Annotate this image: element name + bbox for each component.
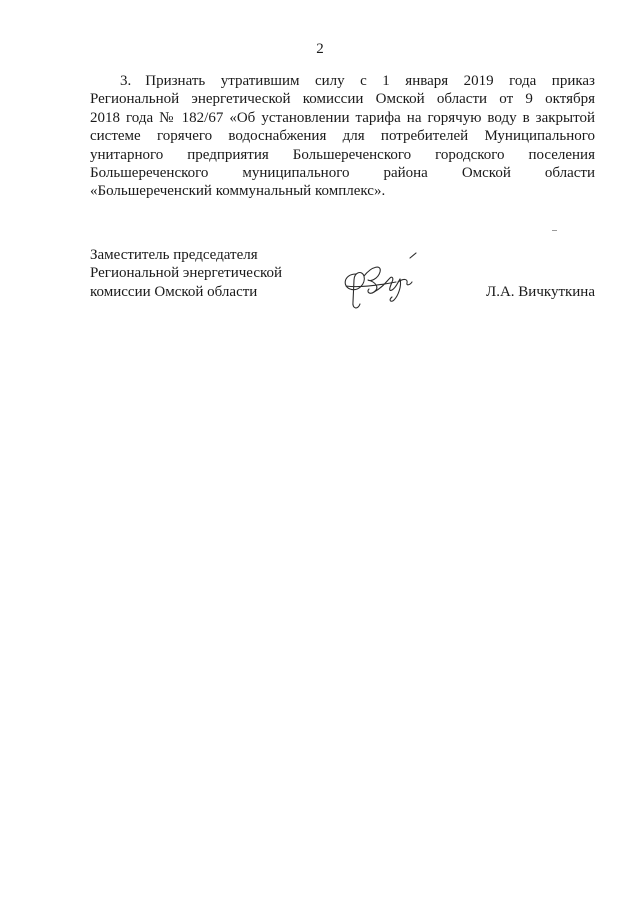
clause-line-7: «Большереченский коммунальный комплекс». (90, 183, 386, 200)
clause-paragraph (90, 72, 595, 201)
clause-line-3: 2018 года № 182/67 «Об установлении тарифа на горячую воду в закрытой (90, 109, 595, 126)
clause-line-5: унитарного предприятия Большереченского городского поселения (90, 146, 595, 163)
handwritten-signature (336, 252, 428, 314)
clause-number: 3. (120, 73, 132, 89)
signer-title-line-1: Заместитель председателя (90, 247, 258, 263)
clause-line-6: Большереченского муниципального района Омской области (90, 164, 595, 181)
clause-line-2: Региональной энергетической комиссии Омской области от 9 октября (90, 91, 595, 108)
scan-speck (552, 230, 557, 231)
signer-title-block (90, 246, 320, 301)
clause-line-1-text: Признать утратившим силу с 1 января 2019 года приказ (145, 73, 595, 89)
page-number: 2 (316, 41, 324, 57)
clause-line-4: системе горячего водоснабжения для потребителей Муниципального (90, 128, 595, 145)
signer-title-line-2: Региональной энергетической (90, 265, 283, 282)
clause-line-1 (90, 72, 595, 90)
signer-title-line-3: комиссии Омской области (90, 283, 258, 300)
signatory-name: Л.А. Вичкуткина (486, 284, 595, 300)
